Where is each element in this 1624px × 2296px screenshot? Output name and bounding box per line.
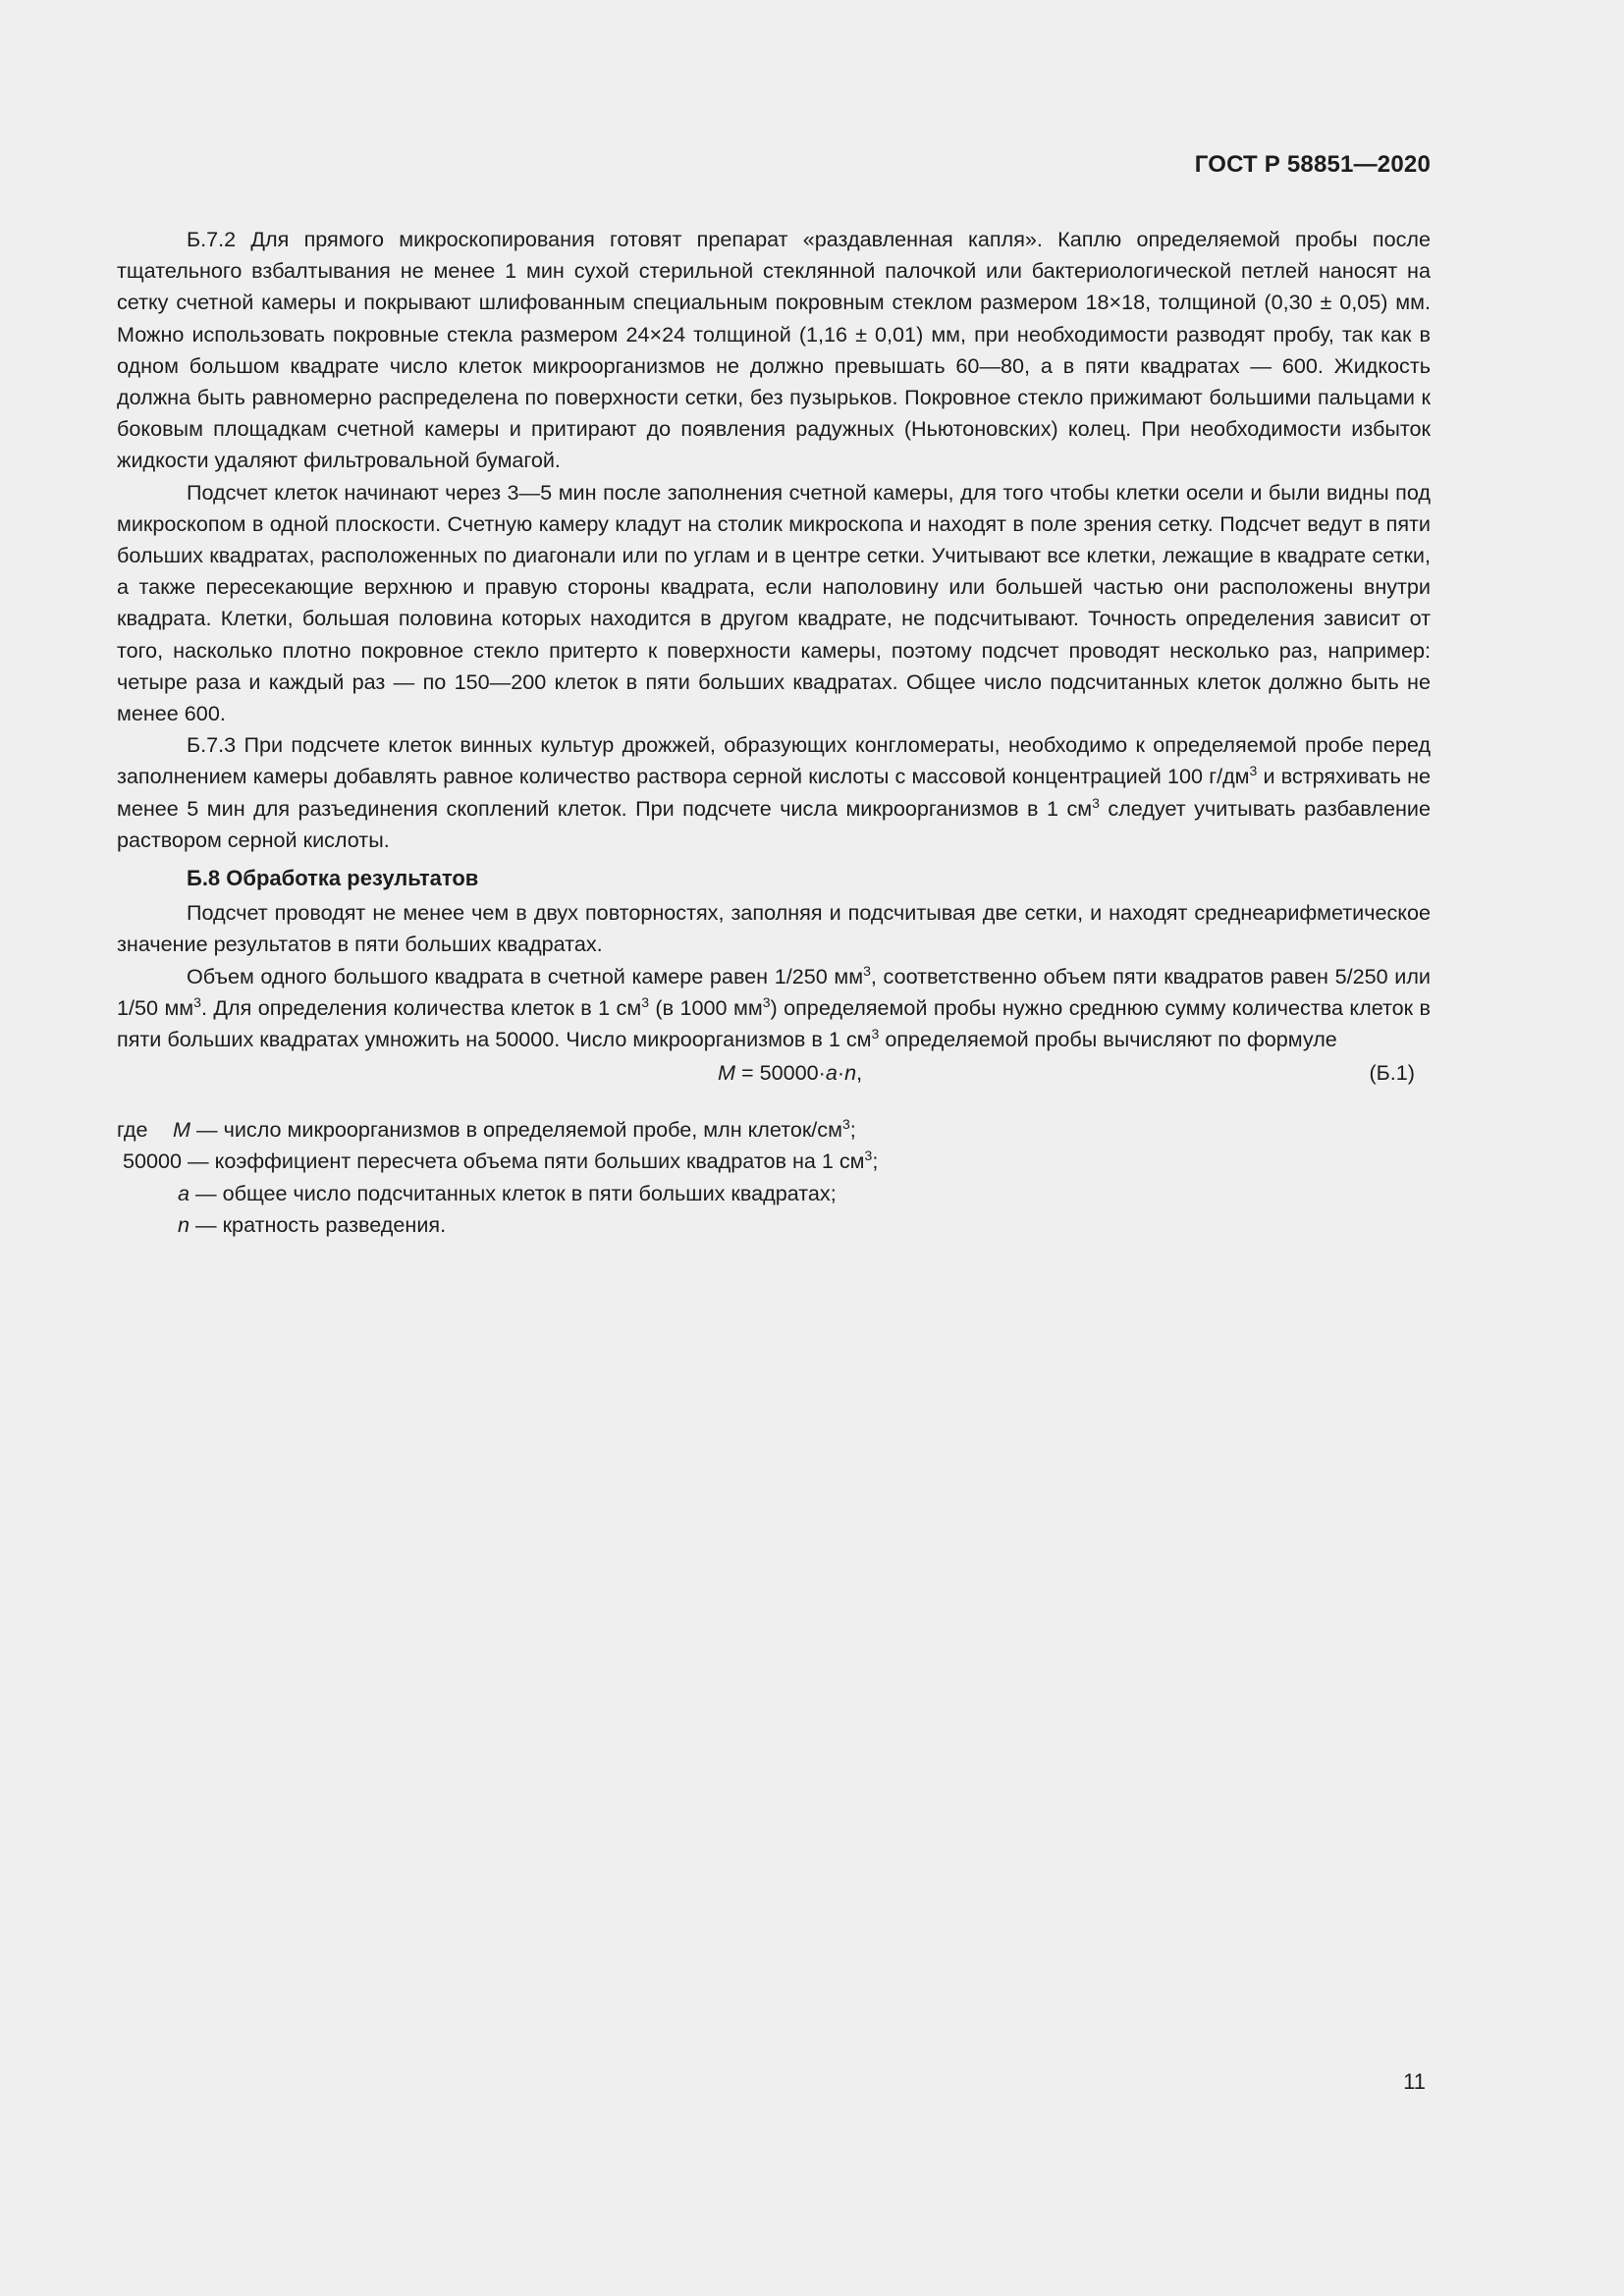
definition-text <box>123 1146 878 1177</box>
text-run: — коэффициент пересчета объема пяти больших квадратов на 1 см <box>182 1148 865 1174</box>
definition-m <box>117 1114 1431 1146</box>
formula-var-n: n <box>844 1060 857 1086</box>
superscript: 3 <box>1249 763 1258 779</box>
definition-symbol-a: a <box>178 1180 190 1205</box>
formula-var-m: M <box>718 1060 735 1086</box>
document-code: ГОСТ Р 58851—2020 <box>1194 151 1431 178</box>
definition-a <box>117 1178 1431 1209</box>
text-run: ; <box>849 1117 856 1143</box>
formula-expression <box>718 1057 862 1089</box>
text-run: ; <box>872 1148 879 1174</box>
definition-text <box>173 1114 856 1146</box>
text-run: Объем одного большого квадрата в счетной камере равен 1/250 мм <box>187 963 864 988</box>
text-run: (в 1000 мм <box>649 994 763 1020</box>
superscript: 3 <box>864 1148 873 1164</box>
formula-coefficient: = 50000· <box>735 1060 826 1086</box>
text-run: ) определяемой пробы нужно среднюю сумму количества клеток в пяти больших квадратах умножить на 50000. Число микроорганизмов в 1 см <box>117 994 1431 1052</box>
definition-symbol-50000: 50000 <box>123 1148 183 1174</box>
paragraph-b72: Б.7.2 Для прямого микроскопирования готовят препарат «раздавленная капля». Каплю определяемой пробы после тщательного взбалтывания не менее 1 мин сухой стерильной стеклянной палочкой или бактериологической петлей наносят на сетку счетной камеры и покрывают шлифованным специальным покровным стеклом размером 18×18, толщиной (0,30 ± 0,05) мм. Можно использовать покровные стекла размером 24×24 толщиной (1,16 ± 0,01) мм, при необходимости разводят пробу, так как в одном большом квадрате число клеток микроорганизмов не должно превышать 60—80, а в пяти квадратах — 600. Жидкость должна быть равномерно распределена по поверхности сетки, без пузырьков. Покровное стекло прижимают большими пальцами к боковым площадкам счетной камеры и притирают до появления радужных (Ньютоновских) колец. При необходимости избыток жидкости удаляют фильтровальной бумагой. <box>117 227 1431 473</box>
definition-symbol-n: n <box>178 1211 190 1237</box>
formula-b1 <box>117 1057 1431 1093</box>
text-run: , соответственно объем пяти квадратов равен 5/250 или 1/50 мм <box>117 963 1431 1020</box>
definition-symbol-m: M <box>173 1117 190 1143</box>
superscript: 3 <box>762 993 771 1010</box>
superscript: 3 <box>193 993 201 1010</box>
definition-text <box>178 1209 446 1241</box>
text-run: — кратность разведения. <box>189 1211 447 1237</box>
superscript: 3 <box>863 962 871 979</box>
section-heading-b8: Б.8 Обработка результатов <box>187 866 479 891</box>
text-run: следует учитывать разбавление раствором серной кислоты. <box>117 795 1431 852</box>
where-label: где <box>117 1117 148 1143</box>
paragraph-b73 <box>117 729 1431 856</box>
variable-definitions <box>117 1114 1431 1241</box>
paragraph-b8-repeats: Подсчет проводят не менее чем в двух повторностях, заполняя и подсчитывая две сетки, и находят среднеарифметическое значение результатов в пяти больших квадратах. <box>117 900 1431 957</box>
text-run: — общее число подсчитанных клеток в пяти больших квадратах; <box>189 1180 837 1205</box>
text-run: определяемой пробы вычисляют по формуле <box>879 1027 1337 1052</box>
definition-coefficient <box>117 1146 1431 1177</box>
definition-text <box>178 1178 837 1209</box>
formula-var-a: a <box>825 1060 838 1086</box>
superscript: 3 <box>1092 794 1100 811</box>
paragraph-cell-count: Подсчет клеток начинают через 3—5 мин после заполнения счетной камеры, для того чтобы клетки осели и были видны под микроскопом в одной плоскости. Счетную камеру кладут на столик микроскопа и находят в поле зрения сетку. Подсчет ведут в пяти больших квадратах, расположенных по диагонали или по углам и в центре сетки. Учитывают все клетки, лежащие в квадрате сетки, а также пересекающие верхнюю и правую стороны квадрата, если наполовину или большей частью они расположены внутри квадрата. Клетки, большая половина которых находится в другом квадрате, не подсчитывают. Точность определения зависит от того, насколько плотно покровное стекло притерто к поверхности камеры, поэтому подсчет проводят несколько раз, например: четыре раза и каждый раз — по 150—200 клеток в пяти больших квадратах. Общее число подсчитанных клеток должно быть не менее 600. <box>117 479 1431 726</box>
text-run: и встряхивать не менее 5 мин для разъединения скоплений клеток. При подсчете числа микроорганизмов в 1 см <box>117 764 1432 821</box>
paragraph-b8-volume <box>117 961 1431 1056</box>
formula-number: (Б.1) <box>1369 1060 1415 1086</box>
text-run: — число микроорганизмов в определяемой пробе, млн клеток/см <box>190 1117 842 1143</box>
superscript: 3 <box>871 1026 880 1042</box>
text-run: Б.7.3 При подсчете клеток винных культур дрожжей, образующих конгломераты, необходимо к определяемой пробе перед заполнением камеры добавлять равное количество раствора серной кислоты с массовой концентрацией 100 г/дм <box>117 732 1431 789</box>
page-number: 11 <box>1403 2069 1426 2094</box>
page-body <box>117 224 1431 1241</box>
text-run: . Для определения количества клеток в 1 см <box>200 994 642 1020</box>
formula-comma: , <box>856 1060 863 1086</box>
definition-n <box>117 1209 1431 1241</box>
formula-dot: · <box>837 1060 845 1086</box>
superscript: 3 <box>841 1116 850 1133</box>
superscript: 3 <box>641 993 649 1010</box>
